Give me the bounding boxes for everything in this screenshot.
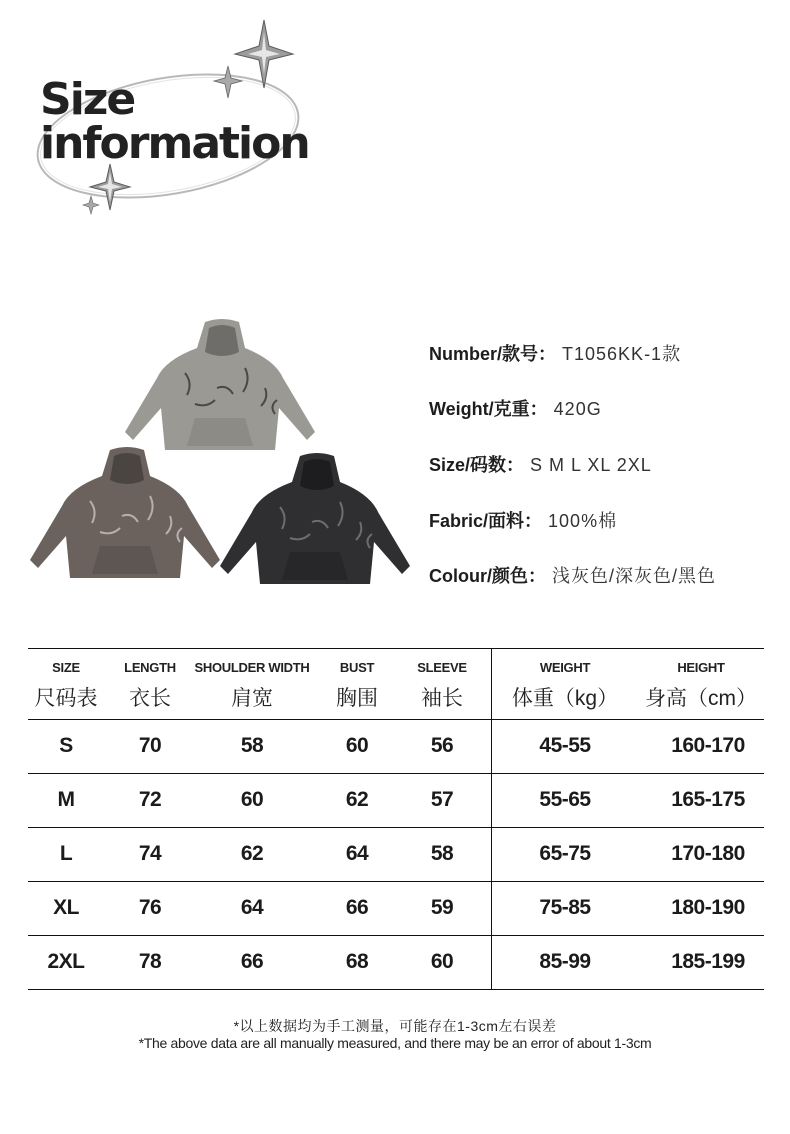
cell-weight: 45-55 <box>539 734 591 757</box>
cell-weight: 65-75 <box>539 842 591 865</box>
title-line-1: Size <box>40 74 135 125</box>
cell-sleeve: 60 <box>430 950 454 973</box>
spec-size <box>429 451 652 477</box>
table-divider <box>28 881 764 882</box>
header-length-en: LENGTH <box>124 660 176 675</box>
spec-label: Colour/颜色： <box>429 566 546 586</box>
hoodie-dark-gray-image <box>30 446 225 586</box>
hoodie-light-gray-image <box>125 318 320 458</box>
cell-bust: 60 <box>345 734 369 757</box>
spec-value: S M L XL 2XL <box>530 455 652 475</box>
sparkle-icon <box>83 196 99 214</box>
measurement-note-cn: *以上数据均为手工测量，可能存在1-3cm左右误差 <box>233 1018 557 1034</box>
cell-height: 185-199 <box>671 950 745 973</box>
spec-weight <box>429 395 602 421</box>
spec-value: 420G <box>553 399 602 419</box>
cell-bust: 66 <box>345 896 369 919</box>
header-shoulder-cn: 肩宽 <box>231 687 273 710</box>
cell-bust: 68 <box>345 950 369 973</box>
header-weight-en: WEIGHT <box>539 660 591 675</box>
hoodie-black-image <box>220 452 415 592</box>
spec-label: Size/码数： <box>429 455 525 475</box>
cell-size: 2XL <box>47 950 85 973</box>
table-divider <box>28 989 764 990</box>
cell-length: 74 <box>138 842 162 865</box>
cell-length: 78 <box>138 950 162 973</box>
title-line-2: information <box>40 118 309 169</box>
header-size-cn: 尺码表 <box>34 687 98 710</box>
spec-label: Fabric/面料： <box>429 511 543 531</box>
header-weight-cn: 体重（kg） <box>511 687 619 710</box>
cell-shoulder: 58 <box>240 734 264 757</box>
sparkle-icon <box>90 164 130 210</box>
table-divider <box>28 773 764 774</box>
cell-weight: 85-99 <box>539 950 591 973</box>
header-sleeve-cn: 袖长 <box>421 687 463 710</box>
spec-label: Number/款号： <box>429 344 557 364</box>
cell-height: 180-190 <box>671 896 745 919</box>
cell-weight: 75-85 <box>539 896 591 919</box>
cell-bust: 64 <box>345 842 369 865</box>
spec-label: Weight/克重： <box>429 399 548 419</box>
sparkle-icon <box>214 66 242 98</box>
header-bust-en: BUST <box>339 660 375 675</box>
spec-value: 100%棉 <box>548 511 618 531</box>
cell-sleeve: 58 <box>430 842 454 865</box>
cell-size: XL <box>53 896 79 919</box>
cell-height: 170-180 <box>671 842 745 865</box>
spec-number <box>429 340 681 366</box>
spec-value: 浅灰色/深灰色/黑色 <box>552 566 717 586</box>
cell-sleeve: 57 <box>430 788 454 811</box>
header-height-cn: 身高（cm） <box>645 687 757 710</box>
cell-sleeve: 59 <box>430 896 454 919</box>
header-bust-cn: 胸围 <box>336 687 378 710</box>
header-height-en: HEIGHT <box>677 660 725 675</box>
table-column-divider <box>491 648 492 989</box>
header-sleeve-en: SLEEVE <box>417 660 467 675</box>
header-size-en: SIZE <box>52 660 80 675</box>
product-images <box>30 318 420 588</box>
cell-size: S <box>59 734 73 757</box>
cell-shoulder: 64 <box>240 896 264 919</box>
size-information-title <box>28 18 318 218</box>
cell-length: 70 <box>138 734 162 757</box>
table-divider <box>28 827 764 828</box>
cell-shoulder: 66 <box>240 950 264 973</box>
header-length-cn: 衣长 <box>129 687 171 710</box>
cell-shoulder: 62 <box>240 842 264 865</box>
cell-shoulder: 60 <box>240 788 264 811</box>
spec-fabric <box>429 507 617 533</box>
spec-colour <box>429 562 716 588</box>
cell-length: 72 <box>138 788 162 811</box>
measurement-note-en: *The above data are all manually measured, and there may be an error of about 1-3cm <box>138 1035 652 1051</box>
cell-height: 160-170 <box>671 734 745 757</box>
table-divider <box>28 648 764 649</box>
spec-value: T1056KK-1款 <box>562 344 682 364</box>
cell-bust: 62 <box>345 788 369 811</box>
cell-length: 76 <box>138 896 162 919</box>
cell-size: M <box>57 788 75 811</box>
table-divider <box>28 935 764 936</box>
cell-sleeve: 56 <box>430 734 454 757</box>
header-shoulder-en: SHOULDER WIDTH <box>194 660 310 675</box>
cell-weight: 55-65 <box>539 788 591 811</box>
cell-size: L <box>59 842 73 865</box>
cell-height: 165-175 <box>671 788 745 811</box>
table-divider <box>28 719 764 720</box>
